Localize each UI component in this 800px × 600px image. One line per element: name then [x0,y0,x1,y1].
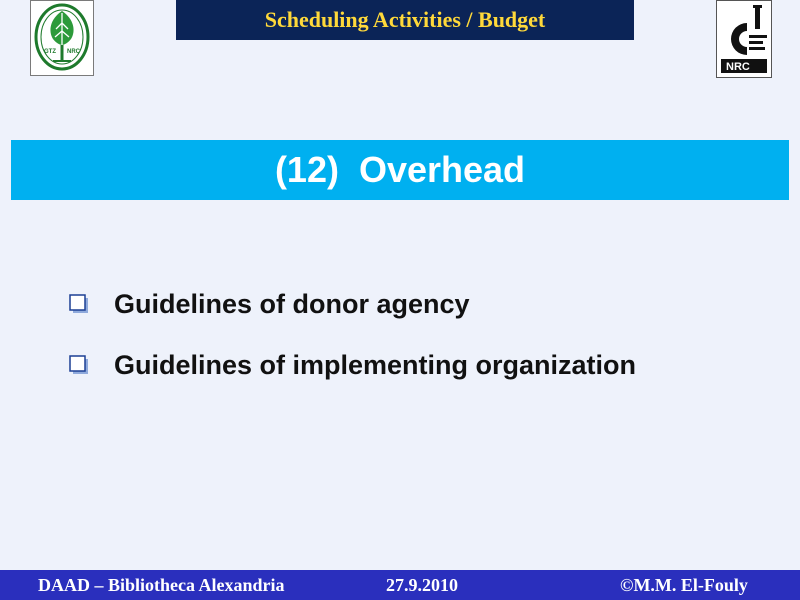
bullet-text: Guidelines of implementing organization [114,349,637,380]
bullet-list [68,280,636,402]
list-item [68,341,636,389]
header-banner [176,0,634,40]
bullet-text: Guidelines of donor agency [114,288,470,319]
nrc-logo [716,0,772,78]
footer-venue: DAAD – Bibliotheca Alexandria [38,575,285,595]
gtz-nrc-logo [30,0,94,76]
gtz-label: GTZ [44,49,56,55]
list-item [68,280,636,328]
banner-title: Scheduling Activities / Budget [264,7,546,32]
checkbox-bullet-icon [68,293,90,315]
slide-title-bar [11,140,789,200]
footer-copyright: ©M.M. El-Fouly [620,575,748,595]
footer-date: 27.9.2010 [386,575,458,595]
checkbox-bullet-icon [68,354,90,376]
nrc-label: NRC [67,49,80,55]
nrc-emblem-icon [717,1,771,77]
tree-icon [31,1,93,75]
nrc-emblem-label: NRC [726,61,750,73]
footer-bar [0,570,800,600]
slide-title: (12) Overhead [274,149,526,190]
